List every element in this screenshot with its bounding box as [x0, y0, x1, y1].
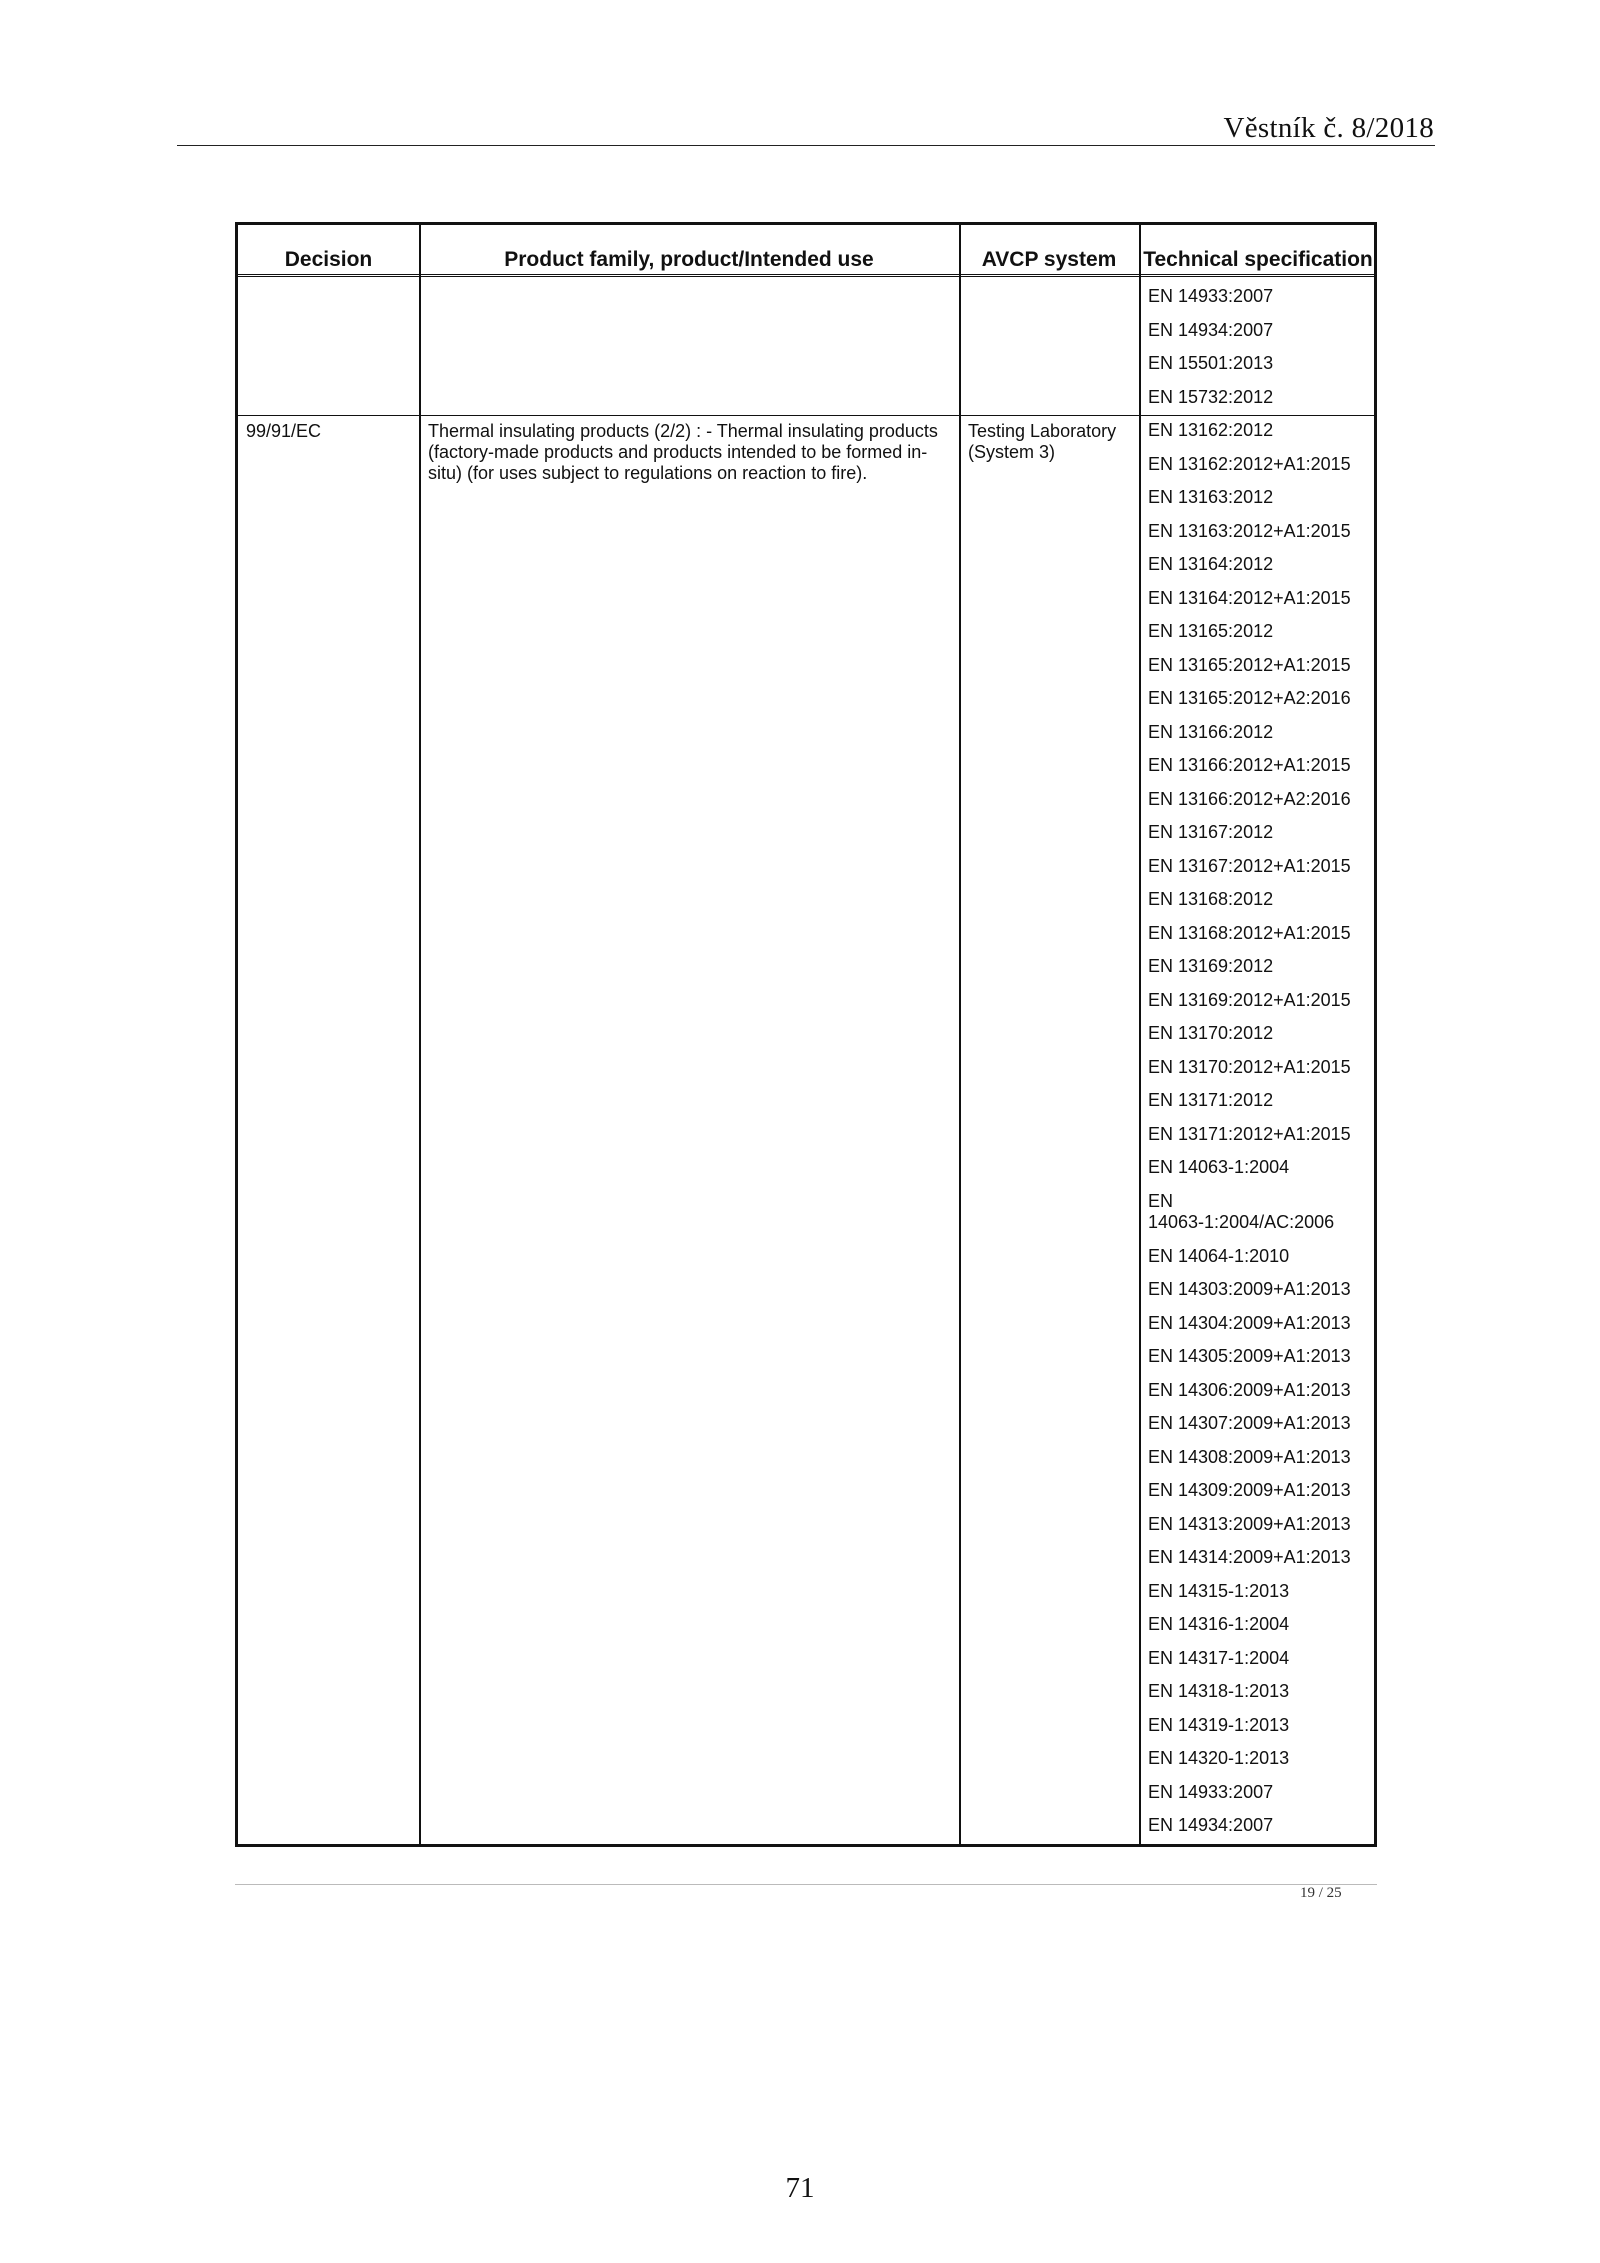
spec-item: EN 14320-1:2013 — [1148, 1748, 1290, 1768]
spec-item: EN 14306:2009+A1:2013 — [1148, 1379, 1351, 1400]
spec-item: EN 14933:2007 — [1148, 1781, 1274, 1802]
specifications-table — [235, 222, 1377, 1847]
spec-item: EN 13169:2012+A1:2015 — [1148, 989, 1351, 1010]
spec-item: EN 14317-1:2004 — [1148, 1647, 1290, 1668]
spec-item: EN 14315-1:2013 — [1148, 1580, 1290, 1601]
spec-item: EN 13168:2012+A1:2015 — [1148, 922, 1351, 943]
spec-item: EN 13165:2012 — [1148, 621, 1274, 641]
spec-item: EN 13164:2012 — [1148, 554, 1274, 574]
spec-item: EN 13162:2012+A1:2015 — [1148, 453, 1351, 474]
spec-item: EN 14304:2009+A1:2013 — [1148, 1312, 1351, 1333]
spec-item: EN 13162:2012 — [1148, 420, 1274, 440]
spec-item: EN 13163:2012 — [1148, 487, 1274, 507]
technical-spec-list — [1148, 280, 1374, 1843]
spec-item: EN 13166:2012+A1:2015 — [1148, 755, 1351, 775]
spec-item: EN 14063-1:2004 — [1148, 1157, 1290, 1177]
spec-item: EN 13170:2012 — [1148, 1023, 1274, 1043]
page-counter: 19 / 25 — [1300, 1885, 1342, 1901]
table-header-row — [238, 225, 1374, 277]
spec-item: EN 14309:2009+A1:2013 — [1148, 1480, 1351, 1500]
spec-item: EN 14307:2009+A1:2013 — [1148, 1413, 1351, 1433]
spec-item: EN 15732:2012 — [1148, 386, 1274, 407]
spec-item: EN 14305:2009+A1:2013 — [1148, 1346, 1351, 1366]
spec-item: EN 15501:2013 — [1148, 353, 1274, 373]
spec-item: EN 13167:2012 — [1148, 822, 1274, 842]
spec-item: EN 13171:2012+A1:2015 — [1148, 1123, 1351, 1144]
spec-item: EN 13163:2012+A1:2015 — [1148, 520, 1351, 541]
spec-item: EN 13171:2012 — [1148, 1090, 1274, 1110]
spec-item: EN 14303:2009+A1:2013 — [1148, 1279, 1351, 1299]
spec-item: EN 13167:2012+A1:2015 — [1148, 855, 1351, 876]
spec-item: EN 14316-1:2004 — [1148, 1614, 1290, 1634]
spec-item: EN 14064-1:2010 — [1148, 1245, 1290, 1266]
spec-item: EN 14934:2007 — [1148, 319, 1274, 340]
column-divider — [1139, 225, 1141, 1844]
column-header-product: Product family, product/Intended use — [504, 248, 874, 271]
spec-item: EN 14314:2009+A1:2013 — [1148, 1547, 1351, 1567]
column-divider — [959, 225, 961, 1844]
spec-item: EN 14313:2009+A1:2013 — [1148, 1513, 1351, 1534]
spec-item: EN 13166:2012 — [1148, 721, 1274, 742]
spec-item: EN 13165:2012+A1:2015 — [1148, 654, 1351, 675]
spec-item: EN 13169:2012 — [1148, 956, 1274, 976]
header-divider — [177, 145, 1435, 146]
column-header-avcp: AVCP system — [981, 248, 1117, 271]
spec-item: EN 13168:2012 — [1148, 889, 1274, 909]
footer-divider — [235, 1884, 1377, 1885]
spec-item: EN 14308:2009+A1:2013 — [1148, 1446, 1351, 1467]
spec-item: EN 13165:2012+A2:2016 — [1148, 688, 1351, 708]
spec-item: EN 13166:2012+A2:2016 — [1148, 788, 1351, 809]
spec-item: EN 13164:2012+A1:2015 — [1148, 587, 1351, 608]
spec-item: EN 13170:2012+A1:2015 — [1148, 1056, 1351, 1077]
spec-item: EN 14319-1:2013 — [1148, 1714, 1290, 1735]
spec-item: EN 14933:2007 — [1148, 286, 1274, 306]
spec-item: EN 14934:2007 — [1148, 1815, 1274, 1835]
column-divider — [419, 225, 421, 1844]
spec-item: EN 14318-1:2013 — [1148, 1681, 1290, 1701]
avcp-system-cell: Testing Laboratory (System 3) — [968, 421, 1117, 462]
spec-item: EN 14063-1:2004/AC:2006 — [1148, 1190, 1335, 1232]
page-number: 71 — [785, 2172, 815, 2204]
product-description-cell: Thermal insulating products (2/2) : - Thermal insulating products (factory-made products and products intended to be formed in-situ) (for uses subject to regulations on reaction to fire). — [428, 421, 938, 483]
column-header-technical-spec: Technical specification — [1143, 248, 1373, 271]
column-header-decision: Decision — [284, 248, 373, 271]
decision-cell: 99/91/EC — [246, 421, 322, 441]
journal-title: Věstník č. 8/2018 — [1223, 112, 1434, 144]
